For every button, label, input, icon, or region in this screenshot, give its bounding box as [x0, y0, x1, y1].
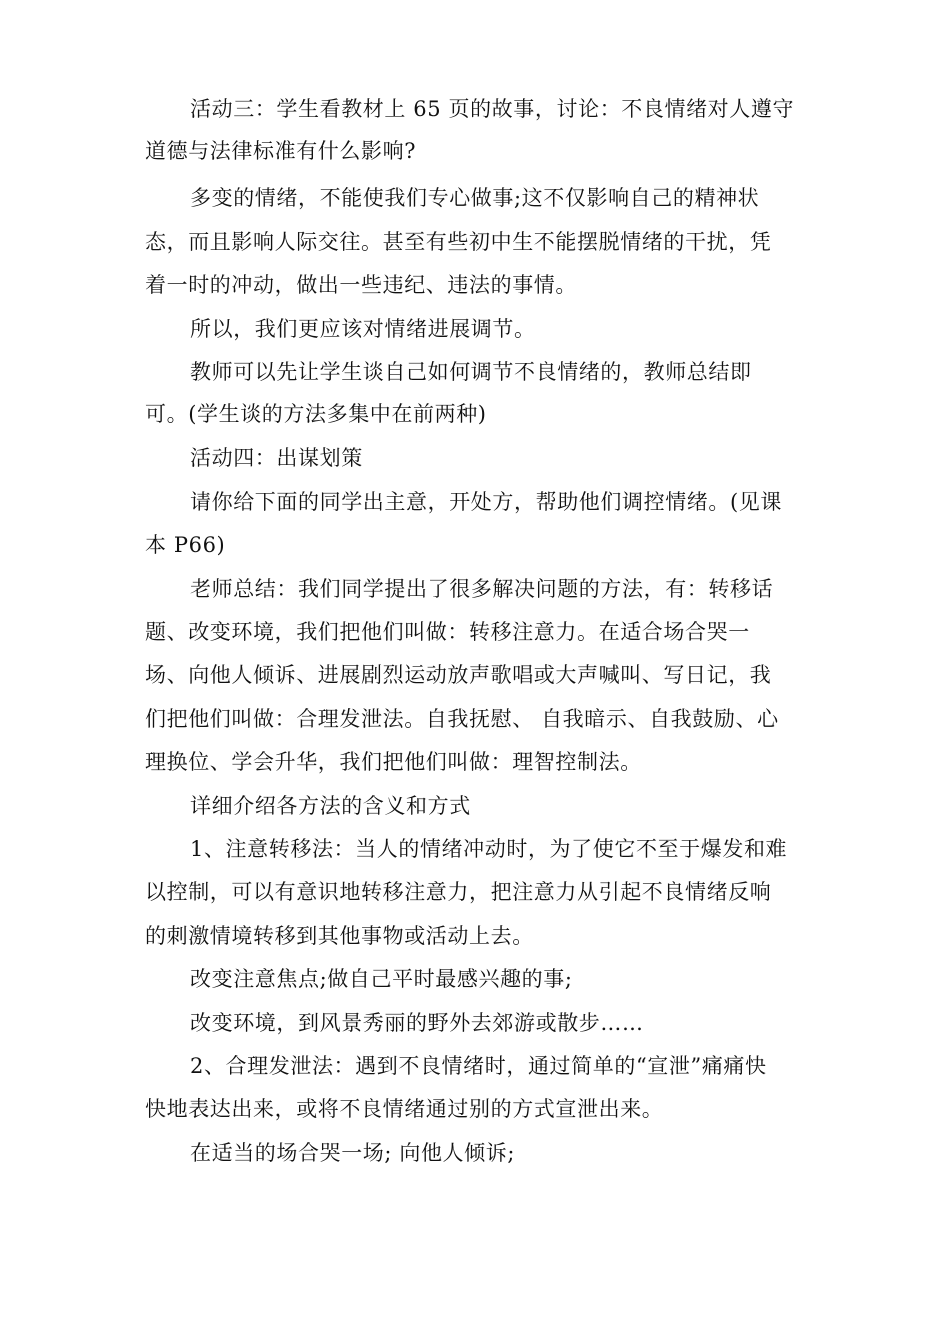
text-line: 活动四：出谋划策 [190, 446, 363, 470]
text-line: 快地表达出来，或将不良情绪通过别的方式宣泄出来。 [145, 1097, 664, 1121]
text-line: 态，而且影响人际交往。甚至有些初中生不能摆脱情绪的干扰，凭 [145, 230, 772, 254]
text-line: 本 P66) [145, 533, 226, 557]
text-line: 请你给下面的同学出主意，开处方，帮助他们调控情绪。(见课 [190, 490, 782, 514]
text-line: 场、向他人倾诉、进展剧烈运动放声歌唱或大声喊叫、写日记，我 [145, 663, 772, 687]
text-line: 改变环境，到风景秀丽的野外去郊游或散步…… [190, 1011, 644, 1035]
text-line: 题、改变环境，我们把他们叫做：转移注意力。在适合场合哭一 [145, 620, 750, 644]
text-line: 的刺激情境转移到其他事物或活动上去。 [145, 924, 534, 948]
text-line: 以控制，可以有意识地转移注意力，把注意力从引起不良情绪反响 [145, 880, 772, 904]
text-line: 多变的情绪，不能使我们专心做事;这不仅影响自己的精神状 [190, 186, 760, 210]
text-line: 1、注意转移法：当人的情绪冲动时，为了使它不至于爆发和难 [190, 837, 788, 861]
text-line: 改变注意焦点;做自己平时最感兴趣的事; [190, 967, 573, 991]
text-line: 着一时的冲动，做出一些违纪、违法的事情。 [145, 273, 577, 297]
text-line: 在适当的场合哭一场; 向他人倾诉; [190, 1141, 516, 1165]
text-line: 详细介绍各方法的含义和方式 [190, 794, 471, 818]
text-line: 所以，我们更应该对情绪进展调节。 [190, 317, 536, 341]
text-line: 们把他们叫做：合理发泄法。自我抚慰、 自我暗示、自我鼓励、心 [145, 707, 779, 731]
text-line: 活动三：学生看教材上 65 页的故事，讨论：不良情绪对人遵守 [190, 97, 795, 121]
text-line: 理换位、学会升华，我们把他们叫做：理智控制法。 [145, 750, 642, 774]
text-line: 教师可以先让学生谈自己如何调节不良情绪的，教师总结即 [190, 360, 752, 384]
text-line: 2、合理发泄法：遇到不良情绪时，通过简单的“宣泄”痛痛快 [190, 1054, 767, 1078]
text-line: 可。(学生谈的方法多集中在前两种) [145, 402, 487, 426]
text-line: 老师总结：我们同学提出了很多解决问题的方法，有：转移话 [190, 577, 774, 601]
text-line: 道德与法律标准有什么影响? [145, 139, 417, 163]
